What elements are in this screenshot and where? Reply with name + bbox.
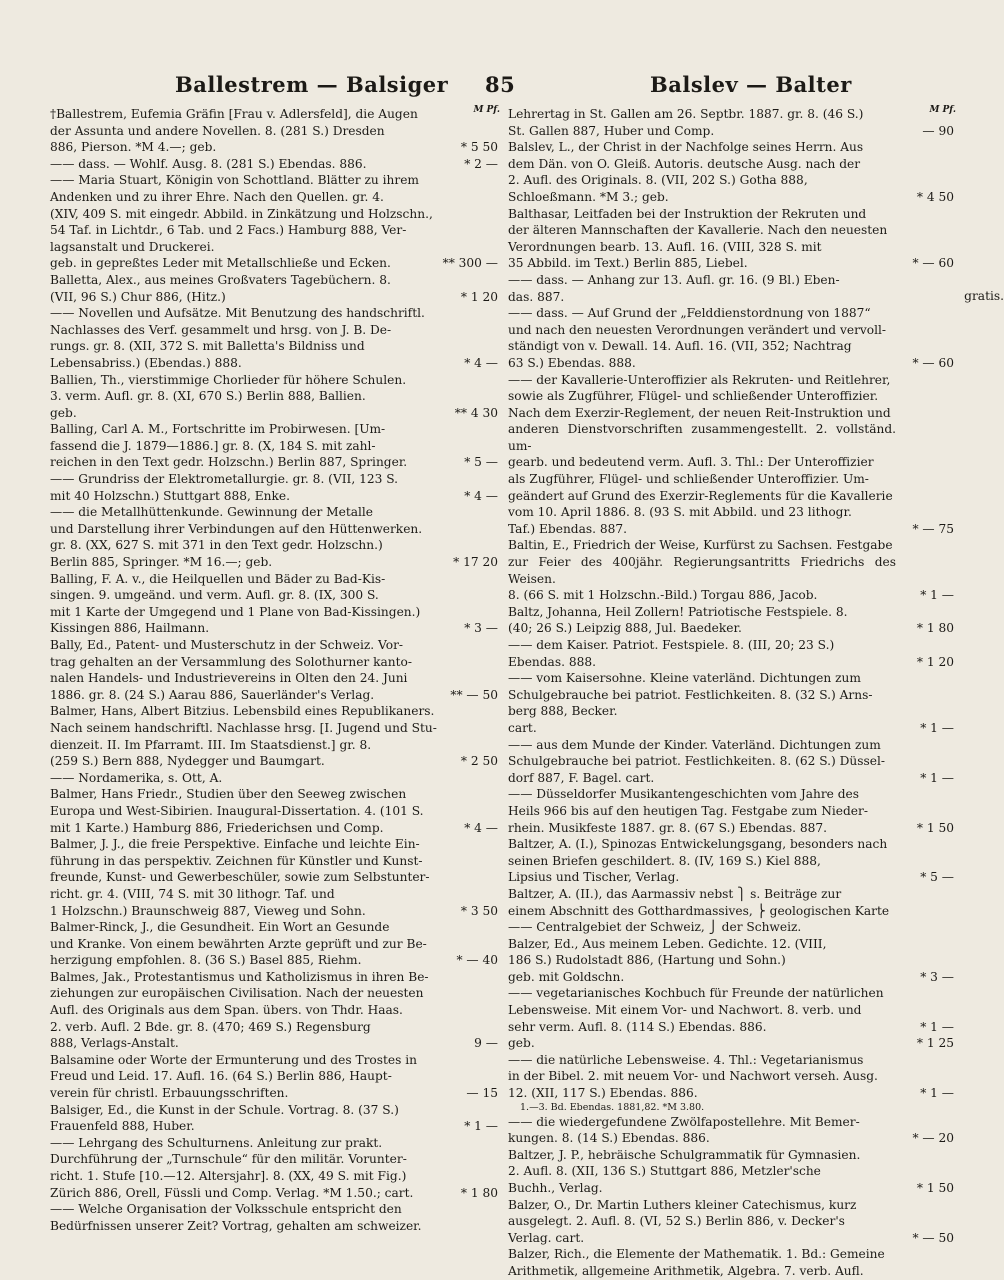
entry-text: Balmer, Hans Friedr., Studien über den Seeweg zwischen Europa und West-Sibirien. Inaugural-Dissertation. 4. (101 S. mit 1 Karte.) Hamburg 886, Friederichsen und Comp. (50, 787, 424, 835)
entry-text: —— Nordamerika, s. Ott, A. (50, 770, 223, 785)
bibliography-entry (50, 372, 498, 405)
bibliography-entry (508, 206, 954, 272)
entry-text: —— die natürliche Lebensweise. 4. Thl.: Vegetarianismus in der Bibel. 2. mit neuem Vor- und Nachwort verseh. Ausg. 12. (XII, 117 S.) Ebendas. 886. (508, 1052, 878, 1101)
entry-text: 1.—3. Bd. Ebendas. 1881,82. *M 3.80. (520, 1101, 705, 1113)
bibliography-entry (50, 1102, 498, 1135)
entry-text: Balzer, O., Dr. Martin Luthers kleiner Catechismus, kurz ausgelegt. 2. Aufl. 8. (VI, 52 S.) Berlin 886, v. Decker's Verlag. cart. (508, 1197, 857, 1245)
entry-price: * 1 80 (460, 1185, 498, 1200)
entry-price: * — 75 (912, 521, 954, 536)
bibliography-entry (50, 637, 498, 703)
entry-text: Balthasar, Leitfaden bei der Instruktion der Rekruten und der älteren Mannschaften der Kavallerie. Nach den neuesten Verordnungen bearb. 13. Aufl. 16. (VIII, 328 S. mit 35 Abbild. im Text.) Berlin 885, Liebel. (508, 206, 888, 271)
bibliography-entry (50, 471, 498, 504)
bibliography-entry (50, 1052, 498, 1102)
bibliography-entry (508, 372, 954, 538)
entry-price: * 4 — (464, 488, 498, 503)
entry-price: * 3 — (920, 969, 954, 984)
entry-price: * 1 — (920, 588, 954, 603)
entry-text: —— die Metallhüttenkunde. Gewinnung der Metalle und Darstellung ihrer Verbindungen auf den Hüttenwerken. gr. 8. (XX, 627 S. mit 371 in den Text gedr. Holzschn.) Berlin 885, Springer. *M 16.—; geb. (50, 505, 423, 570)
bibliography-entry (508, 106, 954, 139)
entry-price: — 15 (466, 1086, 498, 1101)
entry-text: —— Lehrgang des Schulturnens. Anleitung zur prakt. Durchführung der „Turnschule“ für den militär. Vorunter- richt. 1. Stufe [10.—12. Altersjahr]. 8. (XX, 49 S. mit Fig.) Zürich 886, Orell, Füssli und Comp. Verlag. *M 1.50.; cart. (50, 1135, 414, 1200)
bibliography-entry (50, 969, 498, 1052)
entry-text: —— dem Kaiser. Patriot. Festspiele. 8. (III, 20; 23 S.) Ebendas. 888. (508, 638, 835, 669)
entry-text: Baltz, Johanna, Heil Zollern! Patriotische Festspiele. 8. (40; 26 S.) Leipzig 888, Jul. Baedeker. (508, 604, 848, 636)
entry-text: †Ballestrem, Eufemia Gräfin [Frau v. Adlersfeld], die Augen der Assunta und andere Novellen. 8. (281 S.) Dresden 886, Pierson. *M 4.—; geb. (50, 107, 418, 155)
bibliography-entry (508, 1147, 954, 1197)
entry-price: ** 300 — (442, 256, 498, 271)
entry-text: —— dass. — Auf Grund der „Felddienstordnung von 1887“ und nach den neuesten Verordnungen verändert und vervoll- ständigt von v. Dewall. 14. Aufl. 16. (VII, 352; Nachtrag 63 S.) Ebendas. 888. (508, 306, 887, 370)
bibliography-entry (508, 604, 954, 637)
bibliography-entry (50, 405, 498, 422)
bibliography-entry (50, 571, 498, 637)
entry-text: —— Maria Stuart, Königin von Schottland. Blätter zu ihrem Andenken und zu ihrer Ehre. Nach den Quellen. gr. 4. (XIV, 409 S. mit eingedr. Abbild. in Zinkätzung und Holzschn., 54 Taf. in Lichtdr., 6 Tab. und 2 Facs.) Hamburg 888, Ver- lagsanstalt und Druckerei. geb. in gepreßtes Leder mit Metallschließe und Ecken. (50, 173, 433, 271)
bibliography-entry (508, 985, 954, 1035)
entry-price: * 4 — (464, 820, 498, 835)
entry-price: * 5 50 (460, 140, 498, 155)
currency-header-right: M Pf. (929, 105, 956, 115)
entry-text: Balmer, Hans, Albert Bitzius. Lebensbild eines Republikaners. Nach seinem handschriftl. Nachlasse hrsg. [I. Jugend und Stu- dienzeit. II. Im Pfarramt. III. Im Staatsdienst.] gr. 8. (259 S.) Bern 888, Nydegger und Baumgart. (50, 704, 437, 769)
entry-price: * 1 20 (460, 289, 498, 304)
bibliography-entry (50, 172, 498, 272)
bibliography-entry (508, 1102, 954, 1114)
entry-text: Balsiger, Ed., die Kunst in der Schule. Vortrag. 8. (37 S.) Frauenfeld 888, Huber. (50, 1102, 399, 1134)
entry-price: * — 60 (912, 256, 954, 271)
bibliography-entry (50, 786, 498, 836)
bibliography-entry (50, 1135, 498, 1201)
bibliography-entry (508, 272, 954, 305)
entry-text: Balmer-Rinck, J., die Gesundheit. Ein Wort an Gesunde und Kranke. Von einem bewährten Arzte geprüft und zur Be- herzigung empfohlen. 8. (36 S.) Basel 885, Riehm. (50, 920, 427, 968)
entry-text: Ballien, Th., vierstimmige Chorlieder für höhere Schulen. 3. verm. Aufl. gr. 8. (XI, 670 S.) Berlin 888, Ballien. (50, 372, 407, 404)
entry-price: * — 60 (912, 355, 954, 370)
bibliography-entry (508, 305, 954, 371)
entry-price: * — 50 (912, 1230, 954, 1245)
entry-text: Balmer, J. J., die freie Perspektive. Einfache und leichte Ein- führung in das perspektiv. Zeichnen für Künstler und Kunst- freunde, Kunst- und Gewerbeschüler, sowie zum Selbstunter- richt. gr. 4. (VIII, 74 S. mit 30 lithogr. Taf. und 1 Holzschn.) Braunschweig 887, Vieweg und Sohn. (50, 837, 430, 918)
price-gratis: gratis. (964, 289, 1004, 303)
entry-price: * 1 50 (916, 1181, 954, 1195)
bibliography-entry (508, 1197, 954, 1247)
entry-price: * 1 — (920, 1086, 954, 1101)
bibliography-entry (50, 504, 498, 570)
bibliography-entry (50, 1201, 498, 1234)
entry-price: * — 20 (912, 1131, 954, 1146)
entry-price: * 1 — (920, 770, 954, 785)
entry-price: * 5 — (464, 455, 498, 470)
bibliography-entry (50, 106, 498, 156)
bibliography-entry (508, 1035, 954, 1052)
entry-price: ** 4 30 (454, 405, 498, 420)
entry-text: Balslev, L., der Christ in der Nachfolge seines Herrn. Aus dem Dän. von O. Gleiß. Autoris. deutsche Ausg. nach der 2. Aufl. des Originals. 8. (VII, 202 S.) Gotha 888, Schloeßmann. *M 3.; geb. (508, 140, 864, 204)
bibliography-entry (50, 421, 498, 471)
right-column (508, 105, 1004, 1280)
entry-text: —— aus dem Munde der Kinder. Vaterländ. Dichtungen zum Schulgebrauche bei patriot. Festlichkeiten. 8. (62 S.) Düssel- dorf 887, F. Bagel. cart. (508, 737, 885, 785)
bibliography-entry (508, 786, 954, 836)
left-column (50, 106, 498, 1234)
entry-text: cart. (508, 720, 537, 735)
entry-text: geb. (50, 405, 77, 420)
entry-text: Balletta, Alex., aus meines Großvaters Tagebüchern. 8. (VII, 96 S.) Chur 886, (Hitz.) (50, 272, 391, 304)
entry-text: —— Grundriss der Elektrometallurgie. gr. 8. (VII, 123 S. mit 40 Holzschn.) Stuttgart 888, Enke. (50, 472, 399, 503)
entry-text: Balzer, Ed., Aus meinem Leben. Gedichte. 12. (VIII, 186 S.) Rudolstadt 886, (Hartung und Sohn.) geb. mit Goldschn. (508, 936, 827, 984)
running-head-left: Ballestrem — Balsiger (175, 72, 449, 97)
entry-text: Baltzer, J. P., hebräische Schulgrammatik für Gymnasien. 2. Aufl. 8. (XII, 136 S.) Stuttgart 886, Metzler'sche Buchh., Verlag. (508, 1147, 861, 1195)
entry-text: Balzer, Rich., die Elemente der Mathematik. 1. Bd.: Gemeine Arithmetik, allgemeine Arithmetik, Algebra. 7. verb. Aufl. (508, 1247, 885, 1278)
bibliography-entry (50, 305, 498, 371)
entry-text: Bally, Ed., Patent- und Musterschutz in der Schweiz. Vor- trag gehalten an der Versammlung des Solothurner kanto- nalen Handels- und Industrievereins in Olten den 24. Juni 1886. gr. 8. (24 S.) Aarau 886, Sauerländer's Verlag. (50, 638, 412, 702)
bibliography-entry (50, 156, 498, 173)
entry-text: —— Welche Organisation der Volksschule entspricht den Bedürfnissen unserer Zeit? Vortrag, gehalten am schweizer. (50, 1202, 422, 1233)
entry-text: geb. (508, 1036, 535, 1051)
entry-price: * 2 — (464, 156, 498, 171)
bibliography-entry (508, 1114, 954, 1147)
entry-price: * 5 — (920, 870, 954, 885)
entry-price: 9 — (474, 1036, 498, 1051)
running-head-right: Balslev — Balter (650, 72, 852, 97)
currency-header-left: M Pf. (473, 105, 500, 115)
entry-price: * 4 — (464, 355, 498, 370)
entry-price: * 1 — (464, 1119, 498, 1134)
bibliography-entry (50, 836, 498, 919)
entry-text: —— vegetarianisches Kochbuch für Freunde der natürlichen Lebensweise. Mit einem Vor- und Nachwort. 8. verb. und sehr verm. Aufl. 8. (114 S.) Ebendas. 886. (508, 986, 884, 1034)
entry-text: —— Düsseldorfer Musikantengeschichten vom Jahre des Heils 966 bis auf den heutigen Tag. Festgabe zum Nieder- rhein. Musikfeste 1887. gr. 8. (67 S.) Ebendas. 887. (508, 787, 868, 835)
entry-price: — 90 (922, 123, 954, 138)
entry-price: * 2 50 (460, 754, 498, 769)
entry-price: ** — 50 (450, 687, 498, 702)
entry-price: * 1 — (920, 1019, 954, 1034)
entry-price: * 1 50 (916, 820, 954, 835)
bibliography-entry (50, 272, 498, 305)
entry-text: —— der Kavallerie-Unteroffizier als Rekruten- und Reitlehrer, sowie als Zugführer, Flügel- und schließender Unteroffizier. Nach dem Exerzir-Reglement, der neuen Reit-Instruktion und anderen Dienstvorschriften zusammengestellt. 2. vollständ. um- gearb. und bedeutend verm. Aufl. 3. Thl.: Der Unteroffizier als Zugführer, Flügel- und schließender Unteroffizier. Um- geändert auf Grund des Exerzir-Reglements für die Kavallerie vom 10. April 1886. 8. (93 S. mit Abbild. und 23 lithogr. Taf.) Ebendas. 887. (508, 372, 896, 536)
page-number: 85 (485, 72, 516, 97)
bibliography-entry (50, 770, 498, 787)
entry-text: —— dass. — Anhang zur 13. Aufl. gr. 16. (9 Bl.) Eben- das. 887. (508, 272, 840, 304)
entry-text: Balling, F. A. v., die Heilquellen und Bäder zu Bad-Kis- singen. 9. umgeänd. und verm. Aufl. gr. 8. (IX, 300 S. mit 1 Karte der Umgegend und 1 Plane von Bad-Kissingen.) Kissingen 886, Hailmann. (50, 571, 421, 636)
entry-price: * 17 20 (453, 555, 498, 570)
entry-text: —— vom Kaisersohne. Kleine vaterländ. Dichtungen zum Schulgebrauche bei patriot. Festlichkeiten. 8. (32 S.) Arns- berg 888, Becker. (508, 671, 873, 719)
bibliography-entry (508, 836, 954, 886)
entry-text: Balling, Carl A. M., Fortschritte im Probirwesen. [Um- fassend die J. 1879—1886.] gr. 8. (X, 184 S. mit zahl- reichen in den Text gedr. Holzschn.) Berlin 887, Springer. (50, 422, 408, 470)
entry-text: Balsamine oder Worte der Ermunterung und des Trostes in Freud und Leid. 17. Aufl. 16. (64 S.) Berlin 886, Haupt- verein für christl. Erbauungsschriften. (50, 1052, 417, 1101)
bibliography-entry (508, 737, 954, 787)
entry-price: * 1 20 (916, 654, 954, 669)
entry-text: Baltin, E., Friedrich der Weise, Kurfürst zu Sachsen. Festgabe zur Feier des 400jähr. Regierungsantritts Friedrichs des Weisen. 8. (66 S. mit 1 Holzschn.-Bild.) Torgau 886, Jacob. (508, 538, 896, 603)
entry-text: Baltzer, A. (I.), Spinozas Entwickelungsgang, besonders nach seinen Briefen geschildert. 8. (IV, 169 S.) Kiel 888, Lipsius und Tischer, Verlag. (508, 837, 888, 885)
entry-price: * 1 80 (916, 621, 954, 636)
bibliography-entry (50, 703, 498, 769)
bibliography-entry (508, 637, 954, 670)
bibliography-entry (508, 720, 954, 737)
entry-price: * 1 25 (916, 1036, 954, 1051)
entry-text: Baltzer, A. (II.), das Aarmassiv nebst ⎫ s. Beiträge zur einem Abschnitt des Gotthardmassives, ⎬ geologischen Karte —— Centralgebiet der Schweiz, ⎭ der Schweiz. (508, 886, 890, 935)
bibliography-entry (508, 1246, 954, 1279)
entry-text: —— Novellen und Aufsätze. Mit Benutzung des handschriftl. Nachlasses des Verf. gesammelt und hrsg. von J. B. De- rungs. gr. 8. (XII, 372 S. mit Balletta's Bildniss und Lebensabriss.) (Ebendas.) 888. (50, 306, 425, 370)
entry-text: Balmes, Jak., Protestantismus und Katholizismus in ihren Be- ziehungen zur europäischen Civilisation. Nach der neuesten Aufl. des Originals aus dem Span. übers. von Thdr. Haas. 2. verb. Aufl. 2 Bde. gr. 8. (470; 469 S.) Regensburg 888, Verlags-Anstalt. (50, 969, 429, 1051)
entry-text: —— die wiedergefundene Zwölfapostellehre. Mit Bemer- kungen. 8. (14 S.) Ebendas. 886. (508, 1114, 860, 1146)
entry-price: * 1 — (920, 720, 954, 735)
entry-price: * 3 — (464, 621, 498, 636)
bibliography-entry (508, 670, 954, 720)
bibliography-entry (50, 919, 498, 969)
bibliography-entry (508, 936, 954, 986)
bibliography-entry (508, 537, 954, 603)
entry-text: —— dass. — Wohlf. Ausg. 8. (281 S.) Ebendas. 886. (50, 156, 367, 171)
entry-price: * — 40 (456, 953, 498, 968)
entry-price: * 4 50 (916, 189, 954, 204)
entry-price: * 3 50 (460, 903, 498, 918)
entry-text: Lehrertag in St. Gallen am 26. Septbr. 1887. gr. 8. (46 S.) St. Gallen 887, Huber und Comp. (508, 107, 864, 138)
bibliography-entry (508, 886, 954, 936)
bibliography-entry (508, 1052, 954, 1102)
bibliography-entry (508, 139, 954, 205)
